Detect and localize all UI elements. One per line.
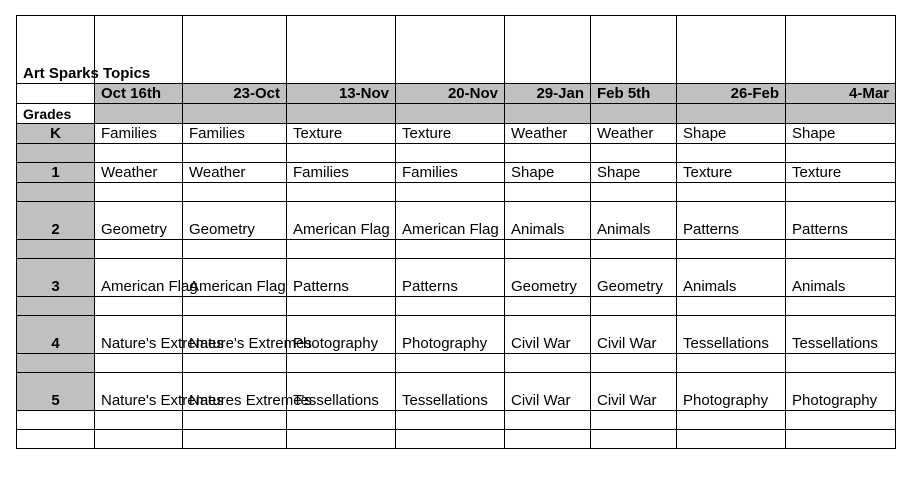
topic-cell: Tessellations: [287, 373, 396, 411]
table-row: [17, 316, 896, 354]
spacer-row: [17, 240, 896, 259]
date-header: 13-Nov: [287, 84, 396, 104]
grades-label: Grades: [17, 104, 95, 124]
topic-cell: Natures Extreme's: [183, 373, 287, 411]
date-header: 29-Jan: [505, 84, 591, 104]
date-header: Oct 16th: [95, 84, 183, 104]
topic-cell: Weather: [505, 124, 591, 144]
topic-cell: Families: [396, 163, 505, 183]
grade-cell: 3: [17, 259, 95, 297]
date-header: 23-Oct: [183, 84, 287, 104]
grade-cell: K: [17, 124, 95, 144]
grades-label-row: [17, 104, 896, 124]
topic-cell: Geometry: [183, 202, 287, 240]
topic-cell: Animals: [677, 259, 786, 297]
topic-cell: Texture: [677, 163, 786, 183]
spacer-row: [17, 144, 896, 163]
date-header: 26-Feb: [677, 84, 786, 104]
topic-cell: American Flag: [95, 259, 183, 297]
grade-cell: 1: [17, 163, 95, 183]
topic-cell: Nature's Extremes: [95, 373, 183, 411]
topic-cell: Animals: [591, 202, 677, 240]
date-header: Feb 5th: [591, 84, 677, 104]
table-row: [17, 124, 896, 144]
grade-cell: 5: [17, 373, 95, 411]
title-row: [17, 16, 896, 84]
topic-cell: American Flag: [396, 202, 505, 240]
topic-cell: Civil War: [591, 316, 677, 354]
topic-cell: Weather: [591, 124, 677, 144]
topic-cell: Civil War: [505, 316, 591, 354]
topic-cell: Shape: [677, 124, 786, 144]
topic-cell: Texture: [287, 124, 396, 144]
topic-cell: American Flag: [287, 202, 396, 240]
topic-cell: Civil War: [505, 373, 591, 411]
table-row: [17, 202, 896, 240]
table-row: [17, 163, 896, 183]
topic-cell: Families: [95, 124, 183, 144]
topic-cell: Shape: [591, 163, 677, 183]
table-row: [17, 259, 896, 297]
topic-cell: Nature's Extremes: [183, 316, 287, 354]
topic-cell: Patterns: [786, 202, 896, 240]
spacer-row: [17, 354, 896, 373]
grade-cell: 4: [17, 316, 95, 354]
topic-cell: Families: [287, 163, 396, 183]
topic-cell: Nature's Extremes: [95, 316, 183, 354]
topic-cell: Photography: [786, 373, 896, 411]
date-header: 20-Nov: [396, 84, 505, 104]
topic-cell: Tessellations: [396, 373, 505, 411]
topic-cell: Patterns: [287, 259, 396, 297]
date-header-row: [17, 84, 896, 104]
topic-cell: Geometry: [591, 259, 677, 297]
topic-cell: Weather: [95, 163, 183, 183]
topic-cell: Shape: [786, 124, 896, 144]
grade-cell: 2: [17, 202, 95, 240]
topic-cell: Photography: [396, 316, 505, 354]
topic-cell: Civil War: [591, 373, 677, 411]
topic-cell: Photography: [677, 373, 786, 411]
topic-cell: Patterns: [677, 202, 786, 240]
topic-cell: Photography: [287, 316, 396, 354]
topic-cell: Weather: [183, 163, 287, 183]
table-title: Art Sparks Topics: [17, 16, 95, 84]
topic-cell: American Flag: [183, 259, 287, 297]
topic-cell: Patterns: [396, 259, 505, 297]
spacer-row: [17, 411, 896, 430]
table-row: [17, 373, 896, 411]
spacer-row: [17, 430, 896, 449]
spacer-row: [17, 297, 896, 316]
schedule-table: [16, 15, 896, 449]
topic-cell: Texture: [396, 124, 505, 144]
spacer-row: [17, 183, 896, 202]
topic-cell: Tessellations: [677, 316, 786, 354]
topic-cell: Geometry: [95, 202, 183, 240]
topic-cell: Families: [183, 124, 287, 144]
topic-cell: Shape: [505, 163, 591, 183]
date-header: 4-Mar: [786, 84, 896, 104]
topic-cell: Texture: [786, 163, 896, 183]
topic-cell: Animals: [786, 259, 896, 297]
topic-cell: Tessellations: [786, 316, 896, 354]
topic-cell: Geometry: [505, 259, 591, 297]
topic-cell: Animals: [505, 202, 591, 240]
